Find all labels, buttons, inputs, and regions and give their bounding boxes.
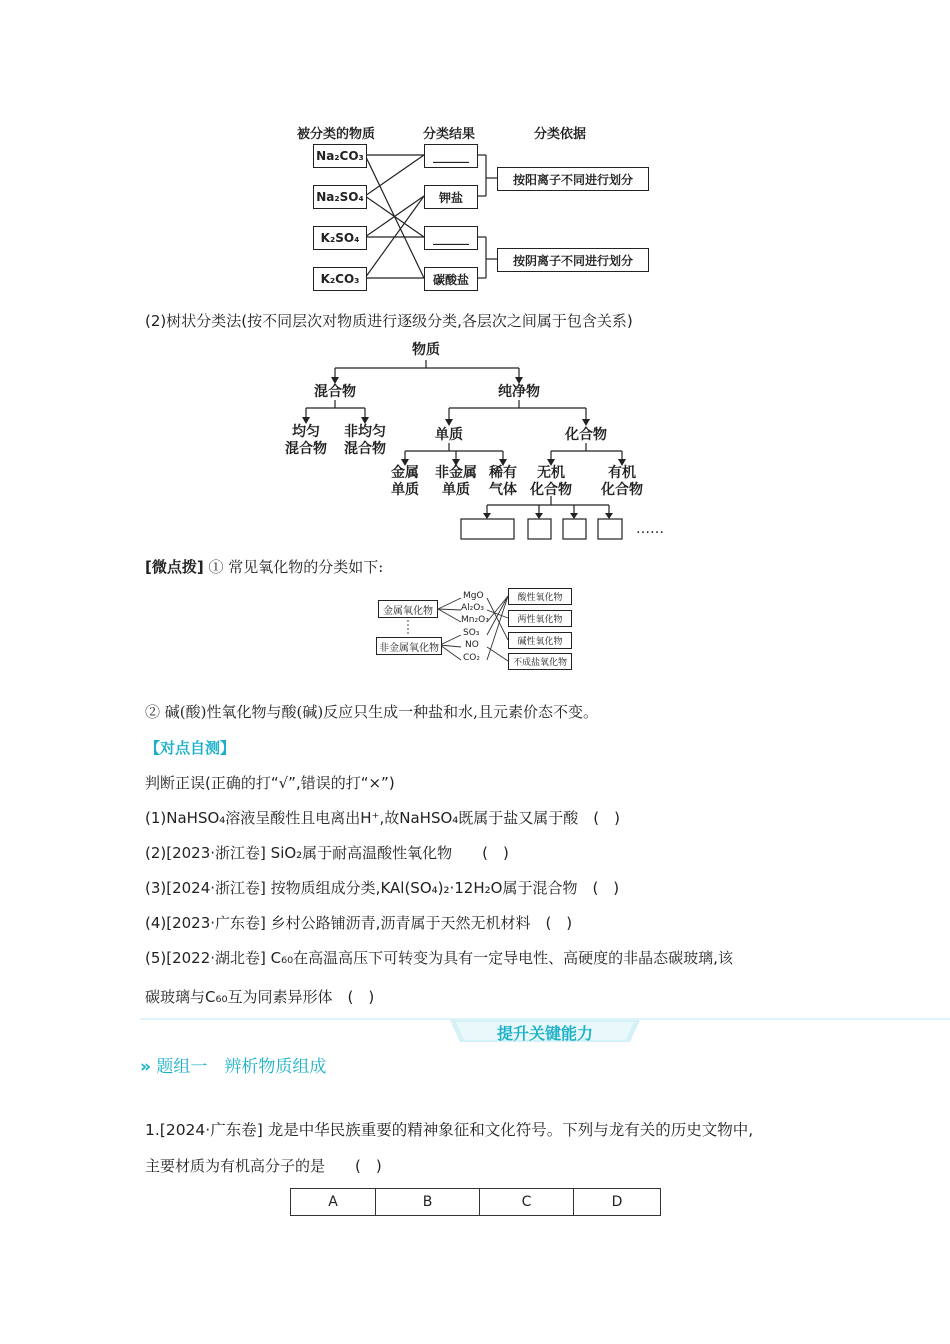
option-c: C <box>480 1189 574 1216</box>
tree-heterogeneous: 非均匀 混合物 <box>344 424 386 457</box>
tree-organic: 有机 化合物 <box>601 465 643 498</box>
oxide-nonmetal: 非金属氧化物 <box>376 637 442 655</box>
tree-inorganic: 无机 化合物 <box>530 465 572 498</box>
substance-na2so4: Na₂SO₄ <box>313 185 367 209</box>
self-test-q4: (4)[2023·广东卷] 乡村公路铺沥青,沥青属于天然无机材料 ( ) <box>145 914 573 932</box>
option-d: D <box>574 1189 661 1216</box>
oxide-no: NO <box>465 640 479 650</box>
self-test-q1: (1)NaHSO₄溶液呈酸性且电离出H⁺,故NaHSO₄既属于盐又属于酸 ( ) <box>145 809 620 827</box>
option-a: A <box>291 1189 376 1216</box>
tip-text-1: ① 常见氧化物的分类如下: <box>208 558 384 576</box>
tree-intro: (2)树状分类法(按不同层次对物质进行逐级分类,各层次之间属于包含关系) <box>145 312 633 330</box>
oxide-acidic: 酸性氧化物 <box>508 588 572 605</box>
banner-title: 提升关键能力 <box>496 1024 593 1043</box>
tree-noble-gas: 稀有 气体 <box>489 465 517 498</box>
group-heading <box>140 1056 326 1078</box>
result-carbonate: 碳酸盐 <box>424 267 478 291</box>
self-test-instruction: 判断正误(正确的打“√”,错误的打“×”) <box>145 774 395 792</box>
oxide-non-salt: 不成盐氧化物 <box>508 653 572 670</box>
substance-k2so4: K₂SO₄ <box>313 226 367 250</box>
section-banner <box>140 1018 950 1044</box>
self-test-q5-cont: 碳玻璃与C₆₀互为同素异形体 ( ) <box>145 988 375 1006</box>
oxide-basic: 碱性氧化物 <box>508 632 572 649</box>
question1-line1: 1.[2024·广东卷] 龙是中华民族重要的精神象征和文化符号。下列与龙有关的历史文物中, <box>145 1121 754 1139</box>
options-table <box>290 1188 661 1216</box>
option-b: B <box>376 1189 480 1216</box>
tree-compound: 化合物 <box>565 427 607 443</box>
tip-text-2: ② 碱(酸)性氧化物与酸(碱)反应只生成一种盐和水,且元素价态不变。 <box>145 703 598 721</box>
oxide-metal: 金属氧化物 <box>378 600 438 618</box>
tree-metal: 金属 单质 <box>391 465 419 498</box>
oxide-so3: SO₃ <box>463 628 480 638</box>
question1-line2: 主要材质为有机高分子的是 ( ) <box>145 1157 382 1175</box>
tree-mixture: 混合物 <box>314 384 356 400</box>
oxide-mgo: MgO <box>463 591 484 601</box>
table-row <box>291 1189 661 1216</box>
substance-na2co3: Na₂CO₃ <box>313 144 367 168</box>
tree-ellipsis: …… <box>636 521 664 537</box>
basis-anion: 按阴离子不同进行划分 <box>497 248 649 272</box>
substance-k2co3: K₂CO₃ <box>313 267 367 291</box>
result-blank-2: ______ <box>424 226 478 250</box>
oxide-mn2o7: Mn₂O₇ <box>461 615 489 625</box>
header-basis: 分类依据 <box>534 127 587 142</box>
tree-element: 单质 <box>435 427 463 443</box>
self-test-q5: (5)[2022·湖北卷] C₆₀在高温高压下可转变为具有一定导电性、高硬度的非晶态碳玻璃,该 <box>145 949 733 967</box>
chevrons-icon: » <box>140 1057 151 1077</box>
oxide-al2o3: Al₂O₃ <box>461 603 484 613</box>
tip-label: [微点拨] <box>145 558 204 576</box>
basis-cation: 按阳离子不同进行划分 <box>497 167 649 191</box>
result-blank-1: ______ <box>424 144 478 168</box>
group-title: 题组一 辨析物质组成 <box>156 1057 327 1077</box>
tree-root: 物质 <box>412 342 440 358</box>
oxide-amphoteric: 两性氧化物 <box>508 610 572 627</box>
tree-pure: 纯净物 <box>498 384 540 400</box>
header-results: 分类结果 <box>423 127 476 142</box>
self-test-q3: (3)[2024·浙江卷] 按物质组成分类,KAl(SO₄)₂·12H₂O属于混合物 ( ) <box>145 879 620 897</box>
tree-homogeneous: 均匀 混合物 <box>285 424 327 457</box>
self-test-q2: (2)[2023·浙江卷] SiO₂属于耐高温酸性氧化物 ( ) <box>145 844 509 862</box>
tree-nonmetal: 非金属 单质 <box>435 465 477 498</box>
header-substances: 被分类的物质 <box>297 127 376 142</box>
result-potassium-salt: 钾盐 <box>424 185 478 209</box>
oxide-co2: CO₂ <box>463 653 480 663</box>
self-test-title: 【对点自测】 <box>145 739 236 757</box>
